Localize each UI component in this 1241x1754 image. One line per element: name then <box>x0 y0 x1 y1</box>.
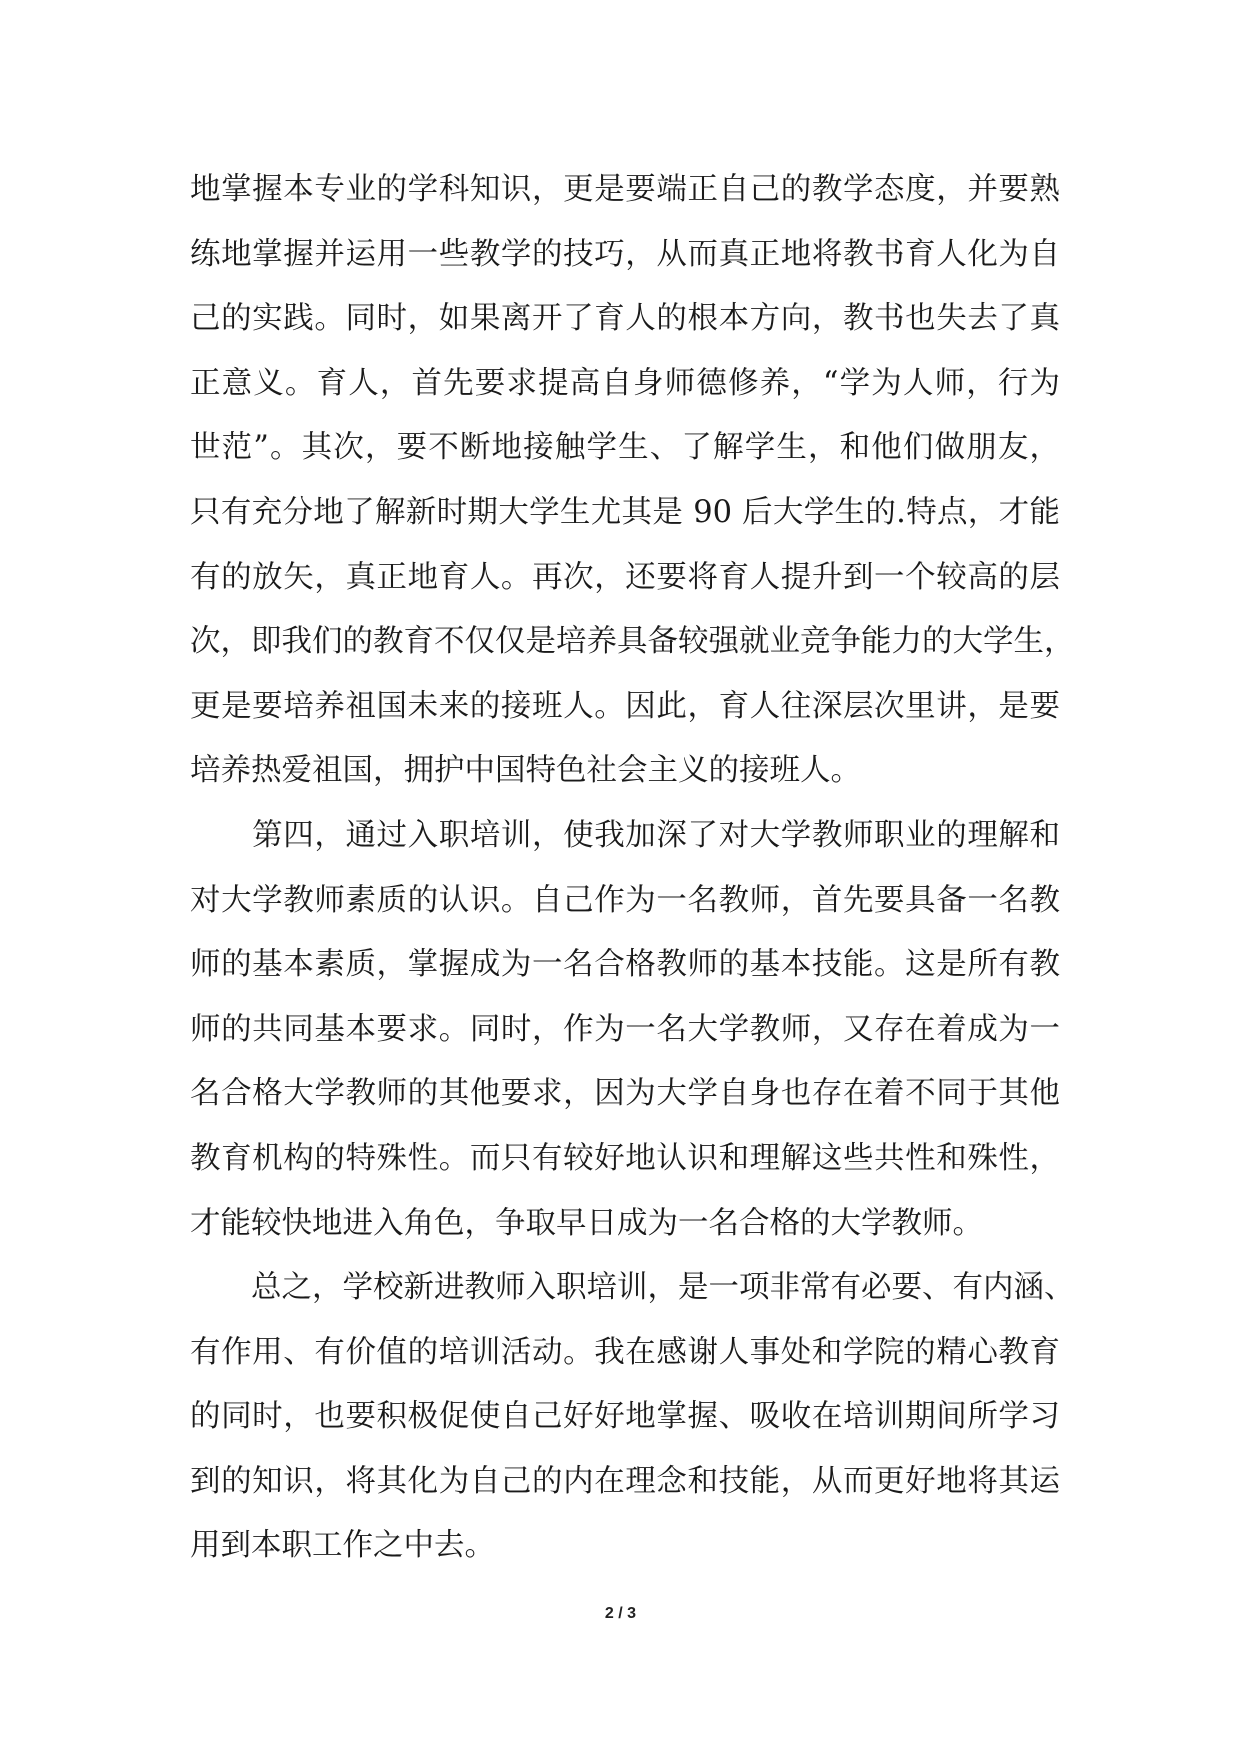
text-line: 正意义。育人，首先要求提高自身师德修养，“学为人师，行为 <box>190 365 1060 401</box>
text-line: 总之，学校新进教师入职培训，是一项非常有必要、有内涵、 <box>190 1270 1075 1306</box>
text-line: 更是要培养祖国未来的接班人。因此，育人往深层次里讲，是要 <box>190 688 1060 724</box>
text-line: 师的基本素质，掌握成为一名合格教师的基本技能。这是所有教 <box>190 947 1060 983</box>
text-line: 才能较快地进入角色，争取早日成为一名合格的大学教师。 <box>190 1205 983 1241</box>
text-line: 教育机构的特殊性。而只有较好地认识和理解这些共性和殊性， <box>190 1140 1060 1176</box>
text-line: 对大学教师素质的认识。自己作为一名教师，首先要具备一名教 <box>190 882 1060 918</box>
text-line: 培养热爱祖国，拥护中国特色社会主义的接班人。 <box>190 753 861 789</box>
text-line: 练地掌握并运用一些教学的技巧，从而真正地将教书育人化为自 <box>190 236 1060 272</box>
text-line: 己的实践。同时，如果离开了育人的根本方向，教书也失去了真 <box>190 301 1060 337</box>
text-line: 次，即我们的教育不仅仅是培养具备较强就业竞争能力的大学生， <box>190 624 1075 660</box>
text-line: 第四，通过入职培训，使我加深了对大学教师职业的理解和 <box>190 817 1060 853</box>
text-line: 用到本职工作之中去。 <box>190 1528 495 1564</box>
text-line: 地掌握本专业的学科知识，更是要端正自己的教学态度，并要熟 <box>190 172 1060 207</box>
page-number: 2 / 3 <box>604 1605 637 1622</box>
text-line: 师的共同基本要求。同时，作为一名大学教师，又存在着成为一 <box>190 1011 1060 1047</box>
body-text <box>190 158 1075 1579</box>
text-line: 有作用、有价值的培训活动。我在感谢人事处和学院的精心教育 <box>190 1334 1060 1370</box>
text-line: 名合格大学教师的其他要求，因为大学自身也存在着不同于其他 <box>190 1076 1060 1112</box>
text-line: 只有充分地了解新时期大学生尤其是 90 后大学生的.特点，才能 <box>190 494 1060 530</box>
text-line: 世范”。其次，要不断地接触学生、了解学生，和他们做朋友， <box>190 430 1060 466</box>
text-line: 到的知识，将其化为自己的内在理念和技能，从而更好地将其运 <box>190 1463 1060 1499</box>
text-line: 有的放矢，真正地育人。再次，还要将育人提升到一个较高的层 <box>190 559 1060 595</box>
text-line: 的同时，也要积极促使自己好好地掌握、吸收在培训期间所学习 <box>190 1399 1060 1435</box>
